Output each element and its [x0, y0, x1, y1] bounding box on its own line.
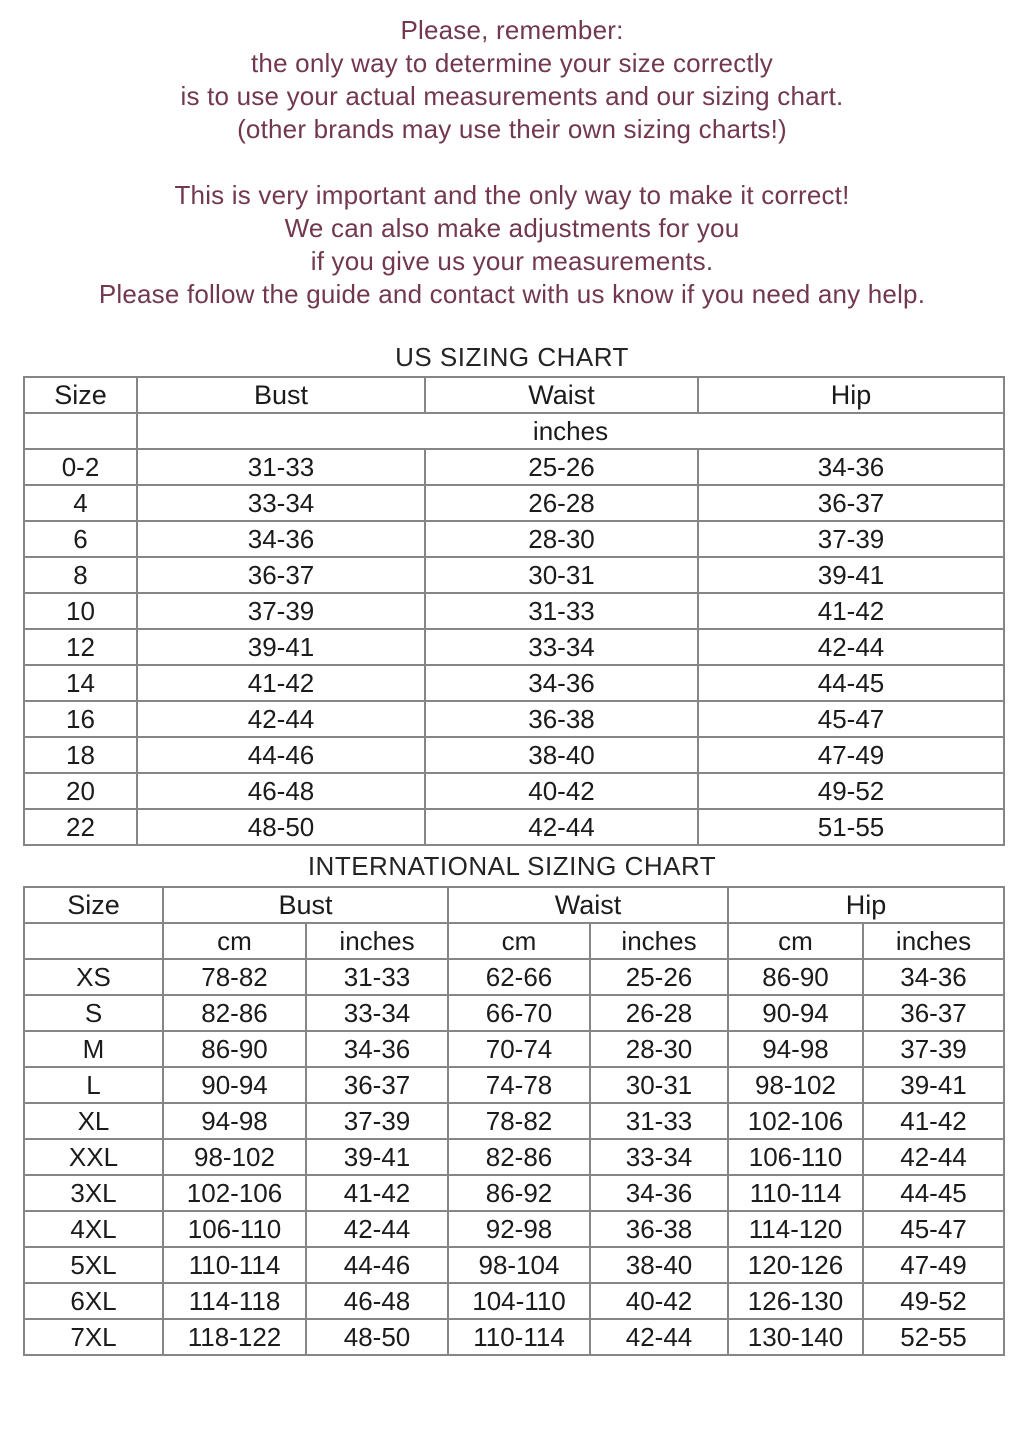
- intl-size-cell: S: [24, 995, 163, 1031]
- intl-bust-cm-cell: 94-98: [163, 1103, 306, 1139]
- intl-waist-in-cell: 34-36: [590, 1175, 728, 1211]
- intl-hip-in-cell: 41-42: [863, 1103, 1004, 1139]
- intl-hip-cm-cell: 106-110: [728, 1139, 863, 1175]
- us-bust-cell: 39-41: [137, 629, 425, 665]
- intl-waist-cm-cell: 98-104: [448, 1247, 590, 1283]
- intl-hip-in-cell: 44-45: [863, 1175, 1004, 1211]
- intl-waist-in-cell: 38-40: [590, 1247, 728, 1283]
- us-unit-row: [24, 413, 1004, 449]
- us-hip-cell: 51-55: [698, 809, 1004, 845]
- us-col-header-bust: Bust: [137, 377, 425, 413]
- intro-line: the only way to determine your size correctly: [251, 48, 773, 78]
- us-bust-cell: 42-44: [137, 701, 425, 737]
- intl-size-cell: 3XL: [24, 1175, 163, 1211]
- intl-waist-cm-cell: 78-82: [448, 1103, 590, 1139]
- intl-hip-cm-cell: 94-98: [728, 1031, 863, 1067]
- us-hip-cell: 41-42: [698, 593, 1004, 629]
- intro-line: if you give us your measurements.: [310, 246, 714, 276]
- us-size-cell: 4: [24, 485, 137, 521]
- us-bust-cell: 41-42: [137, 665, 425, 701]
- intl-unit-row: [24, 923, 1004, 959]
- us-col-header-size: Size: [24, 377, 137, 413]
- intl-hip-in-cell: 52-55: [863, 1319, 1004, 1355]
- intl-waist-cm-cell: 86-92: [448, 1175, 590, 1211]
- intl-unit-hip-cm: cm: [728, 923, 863, 959]
- intl-hip-cm-cell: 86-90: [728, 959, 863, 995]
- us-size-cell: 16: [24, 701, 137, 737]
- intl-hip-in-cell: 34-36: [863, 959, 1004, 995]
- us-size-cell: 6: [24, 521, 137, 557]
- intl-size-cell: 6XL: [24, 1283, 163, 1319]
- intro-line: We can also make adjustments for you: [284, 213, 740, 243]
- intl-hip-cm-cell: 102-106: [728, 1103, 863, 1139]
- intl-waist-cm-cell: 66-70: [448, 995, 590, 1031]
- intl-waist-cm-cell: 62-66: [448, 959, 590, 995]
- us-hip-cell: 47-49: [698, 737, 1004, 773]
- intl-hip-in-cell: 47-49: [863, 1247, 1004, 1283]
- intl-bust-in-cell: 48-50: [306, 1319, 448, 1355]
- intl-size-cell: 7XL: [24, 1319, 163, 1355]
- us-bust-cell: 31-33: [137, 449, 425, 485]
- us-hip-cell: 45-47: [698, 701, 1004, 737]
- intl-waist-in-cell: 33-34: [590, 1139, 728, 1175]
- intl-bust-cm-cell: 98-102: [163, 1139, 306, 1175]
- intl-bust-cm-cell: 114-118: [163, 1283, 306, 1319]
- intl-bust-in-cell: 42-44: [306, 1211, 448, 1247]
- intl-bust-in-cell: 46-48: [306, 1283, 448, 1319]
- intl-waist-cm-cell: 70-74: [448, 1031, 590, 1067]
- us-header-row: [24, 377, 1004, 413]
- intl-waist-in-cell: 40-42: [590, 1283, 728, 1319]
- us-waist-cell: 31-33: [425, 593, 698, 629]
- us-col-header-hip: Hip: [698, 377, 1004, 413]
- intl-size-cell: 4XL: [24, 1211, 163, 1247]
- intl-hip-in-cell: 45-47: [863, 1211, 1004, 1247]
- intro-line: Please follow the guide and contact with us know if you need any help.: [98, 279, 926, 309]
- intl-unit-bust-in: inches: [306, 923, 448, 959]
- intl-hip-cm-cell: 126-130: [728, 1283, 863, 1319]
- intl-unit-waist-cm: cm: [448, 923, 590, 959]
- intl-row: [24, 1319, 1004, 1355]
- intl-bust-in-cell: 33-34: [306, 995, 448, 1031]
- us-chart-title: US SIZING CHART: [395, 342, 629, 372]
- intl-bust-in-cell: 41-42: [306, 1175, 448, 1211]
- intl-bust-in-cell: 31-33: [306, 959, 448, 995]
- intl-bust-in-cell: 36-37: [306, 1067, 448, 1103]
- intl-col-header-hip: Hip: [728, 887, 1004, 923]
- intl-bust-cm-cell: 78-82: [163, 959, 306, 995]
- intro-line: (other brands may use their own sizing charts!): [237, 114, 787, 144]
- us-waist-cell: 26-28: [425, 485, 698, 521]
- us-hip-cell: 39-41: [698, 557, 1004, 593]
- us-row: [24, 665, 1004, 701]
- intl-header-row: [24, 887, 1004, 923]
- corner-empty-cell: [24, 923, 163, 959]
- us-size-cell: 22: [24, 809, 137, 845]
- intl-col-header-waist: Waist: [448, 887, 728, 923]
- us-bust-cell: 34-36: [137, 521, 425, 557]
- intl-size-cell: XS: [24, 959, 163, 995]
- intl-size-cell: L: [24, 1067, 163, 1103]
- corner-empty-cell: [24, 413, 137, 449]
- intl-bust-cm-cell: 102-106: [163, 1175, 306, 1211]
- intl-hip-in-cell: 37-39: [863, 1031, 1004, 1067]
- intl-waist-in-cell: 28-30: [590, 1031, 728, 1067]
- us-hip-cell: 37-39: [698, 521, 1004, 557]
- intl-hip-cm-cell: 114-120: [728, 1211, 863, 1247]
- us-waist-cell: 34-36: [425, 665, 698, 701]
- intl-row: [24, 1139, 1004, 1175]
- us-hip-cell: 42-44: [698, 629, 1004, 665]
- intl-waist-in-cell: 26-28: [590, 995, 728, 1031]
- us-bust-cell: 48-50: [137, 809, 425, 845]
- intl-unit-hip-in: inches: [863, 923, 1004, 959]
- intl-hip-in-cell: 49-52: [863, 1283, 1004, 1319]
- intl-size-cell: M: [24, 1031, 163, 1067]
- intl-waist-cm-cell: 82-86: [448, 1139, 590, 1175]
- intl-size-cell: 5XL: [24, 1247, 163, 1283]
- intl-chart-title: INTERNATIONAL SIZING CHART: [307, 851, 717, 881]
- us-waist-cell: 30-31: [425, 557, 698, 593]
- us-waist-cell: 38-40: [425, 737, 698, 773]
- us-size-cell: 10: [24, 593, 137, 629]
- intro-blank-line: [0, 146, 1024, 179]
- us-col-header-waist: Waist: [425, 377, 698, 413]
- intl-bust-cm-cell: 110-114: [163, 1247, 306, 1283]
- us-size-cell: 18: [24, 737, 137, 773]
- intl-bust-cm-cell: 118-122: [163, 1319, 306, 1355]
- intl-bust-in-cell: 39-41: [306, 1139, 448, 1175]
- us-hip-cell: 49-52: [698, 773, 1004, 809]
- intl-waist-cm-cell: 74-78: [448, 1067, 590, 1103]
- intro-line: This is very important and the only way to make it correct!: [174, 180, 850, 210]
- intl-row: [24, 1211, 1004, 1247]
- us-bust-cell: 36-37: [137, 557, 425, 593]
- us-row: [24, 737, 1004, 773]
- us-row: [24, 629, 1004, 665]
- intl-size-cell: XL: [24, 1103, 163, 1139]
- intl-waist-in-cell: 31-33: [590, 1103, 728, 1139]
- us-row: [24, 701, 1004, 737]
- intl-col-header-size: Size: [24, 887, 163, 923]
- intl-waist-cm-cell: 92-98: [448, 1211, 590, 1247]
- intl-hip-in-cell: 39-41: [863, 1067, 1004, 1103]
- us-row: [24, 521, 1004, 557]
- us-row: [24, 485, 1004, 521]
- intl-row: [24, 1103, 1004, 1139]
- intl-row: [24, 995, 1004, 1031]
- us-bust-cell: 44-46: [137, 737, 425, 773]
- us-hip-cell: 44-45: [698, 665, 1004, 701]
- intl-bust-in-cell: 34-36: [306, 1031, 448, 1067]
- intl-bust-cm-cell: 86-90: [163, 1031, 306, 1067]
- us-hip-cell: 34-36: [698, 449, 1004, 485]
- intl-waist-in-cell: 36-38: [590, 1211, 728, 1247]
- intl-hip-in-cell: 36-37: [863, 995, 1004, 1031]
- us-size-cell: 0-2: [24, 449, 137, 485]
- intl-row: [24, 959, 1004, 995]
- us-hip-cell: 36-37: [698, 485, 1004, 521]
- us-bust-cell: 46-48: [137, 773, 425, 809]
- intl-hip-cm-cell: 120-126: [728, 1247, 863, 1283]
- intl-row: [24, 1247, 1004, 1283]
- intl-row: [24, 1175, 1004, 1211]
- intl-row: [24, 1283, 1004, 1319]
- us-row: [24, 557, 1004, 593]
- us-waist-cell: 40-42: [425, 773, 698, 809]
- us-row: [24, 449, 1004, 485]
- us-unit-label: inches: [137, 413, 1004, 449]
- intl-bust-cm-cell: 90-94: [163, 1067, 306, 1103]
- intl-row: [24, 1067, 1004, 1103]
- intl-bust-cm-cell: 82-86: [163, 995, 306, 1031]
- intl-hip-cm-cell: 98-102: [728, 1067, 863, 1103]
- us-size-cell: 8: [24, 557, 137, 593]
- us-row: [24, 593, 1004, 629]
- us-bust-cell: 37-39: [137, 593, 425, 629]
- intl-waist-in-cell: 30-31: [590, 1067, 728, 1103]
- intl-bust-in-cell: 37-39: [306, 1103, 448, 1139]
- intro-note: [0, 0, 1024, 311]
- us-size-cell: 14: [24, 665, 137, 701]
- intro-line: Please, remember:: [400, 15, 624, 45]
- us-sizing-table: [23, 376, 1005, 846]
- intl-hip-in-cell: 42-44: [863, 1139, 1004, 1175]
- us-waist-cell: 28-30: [425, 521, 698, 557]
- intl-waist-cm-cell: 110-114: [448, 1319, 590, 1355]
- intl-unit-bust-cm: cm: [163, 923, 306, 959]
- us-waist-cell: 33-34: [425, 629, 698, 665]
- intl-bust-in-cell: 44-46: [306, 1247, 448, 1283]
- us-bust-cell: 33-34: [137, 485, 425, 521]
- intl-waist-cm-cell: 104-110: [448, 1283, 590, 1319]
- intro-line: is to use your actual measurements and our sizing chart.: [180, 81, 844, 111]
- us-waist-cell: 42-44: [425, 809, 698, 845]
- intl-unit-waist-in: inches: [590, 923, 728, 959]
- intl-size-cell: XXL: [24, 1139, 163, 1175]
- us-row: [24, 809, 1004, 845]
- intl-hip-cm-cell: 110-114: [728, 1175, 863, 1211]
- intl-hip-cm-cell: 130-140: [728, 1319, 863, 1355]
- us-size-cell: 20: [24, 773, 137, 809]
- intl-waist-in-cell: 25-26: [590, 959, 728, 995]
- intl-hip-cm-cell: 90-94: [728, 995, 863, 1031]
- us-size-cell: 12: [24, 629, 137, 665]
- us-waist-cell: 36-38: [425, 701, 698, 737]
- us-waist-cell: 25-26: [425, 449, 698, 485]
- intl-col-header-bust: Bust: [163, 887, 448, 923]
- intl-waist-in-cell: 42-44: [590, 1319, 728, 1355]
- intl-row: [24, 1031, 1004, 1067]
- international-sizing-table: [23, 886, 1005, 1356]
- intl-bust-cm-cell: 106-110: [163, 1211, 306, 1247]
- us-row: [24, 773, 1004, 809]
